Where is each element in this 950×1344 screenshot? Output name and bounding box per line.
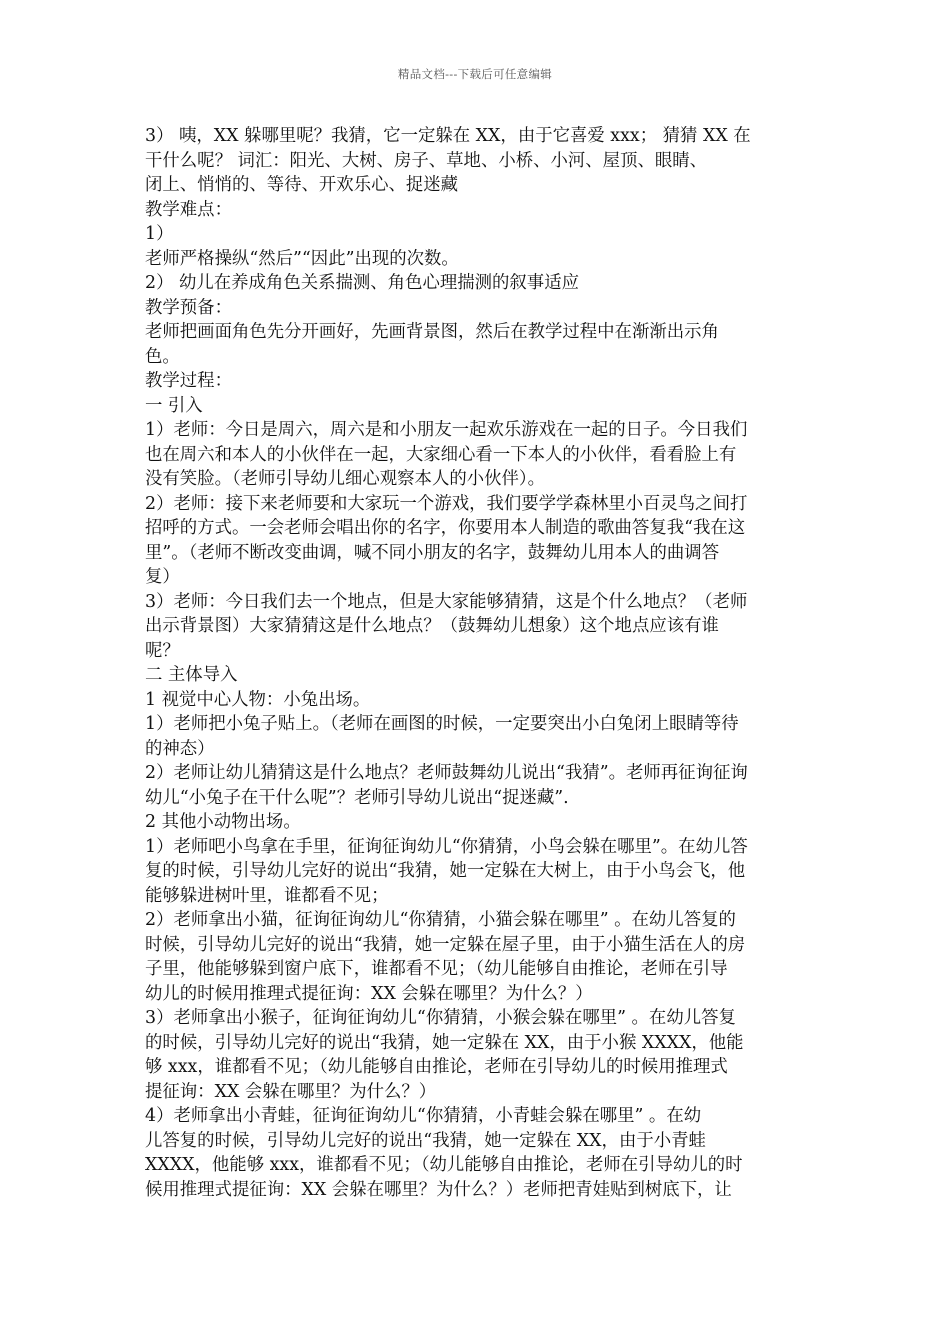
text-line: 里”。（老师不断改变曲调，喊不同小朋友的名字，鼓舞幼儿用本人的曲调答 — [145, 542, 720, 563]
text-line: 够 xxx，谁都看不见；（幼儿能够自由推论，老师在引导幼儿的时候用推理式 — [145, 1057, 728, 1077]
text-line: 能够躲进树叶里，谁都看不见； — [145, 885, 389, 906]
text-line: 老师把画面角色先分开画好，先画背景图，然后在教学过程中在渐渐出示角 — [145, 322, 719, 342]
text-line: 没有笑脸。（老师引导幼儿细心观察本人的小伙伴）。 — [145, 469, 545, 489]
text-line: 1）老师把小兔子贴上。（老师在画图的时候，一定要突出小白兔闭上眼睛等待 — [145, 714, 739, 734]
text-line: 候用推理式提征询：XX 会躲在哪里？为什么？）老师把青娃贴到树底下，让 — [145, 1179, 732, 1200]
text-line: 1） — [145, 224, 174, 244]
text-line: 2）老师拿出小猫，征询征询幼儿“你猜猜，小猫会躲在哪里” 。在幼儿答复的 — [145, 910, 736, 930]
text-line: 子里，他能够躲到窗户底下，谁都看不见；（幼儿能够自由推论，老师在引导 — [145, 959, 728, 979]
text-line: 教学难点： — [145, 199, 232, 220]
text-line: 呢？ — [145, 640, 180, 661]
text-line: 闭上、悄悄的、等待、开欢乐心、捉迷藏 — [145, 175, 459, 195]
text-line: 提征询：XX 会躲在哪里？为什么？） — [145, 1081, 437, 1102]
page-header: 精品文档---下载后可任意编辑 — [397, 67, 553, 81]
text-line: 二 主体导入 — [145, 665, 238, 685]
text-line: XXXX，他能够 xxx，谁都看不见；（幼儿能够自由推论，老师在引导幼儿的时 — [145, 1155, 743, 1175]
text-line: 教学过程： — [145, 371, 232, 391]
text-line: 教学预备： — [145, 297, 232, 318]
text-line: 出示背景图）大家猜猜这是什么地点？（鼓舞幼儿想象）这个地点应该有谁 — [145, 616, 719, 636]
text-line: 2）老师：接下来老师要和大家玩一个游戏，我们要学学森林里小百灵鸟之间打 — [145, 493, 748, 514]
text-line: 4）老师拿出小青蛙，征询征询幼儿“你猜猜，小青蛙会躲在哪里” 。在幼 — [145, 1106, 702, 1126]
text-line: 1）老师：今日是周六，周六是和小朋友一起欢乐游戏在一起的日子。今日我们 — [145, 420, 748, 440]
text-line: 复的时候，引导幼儿完好的说出“我猜，她一定躲在大树上，由于小鸟会飞，他 — [145, 861, 746, 881]
text-line: 的神态） — [145, 738, 215, 759]
text-line: 幼儿的时候用推理式提征询：XX 会躲在哪里？为什么？） — [145, 983, 593, 1004]
text-line: 招呼的方式。一会老师会唱出你的名字，你要用本人制造的歌曲答复我“我在这 — [145, 518, 746, 538]
document-body — [145, 124, 807, 1202]
text-line: 1 视觉中心人物：小兔出场。 — [145, 689, 371, 710]
text-line: 2）老师让幼儿猜猜这是什么地点？老师鼓舞幼儿说出“我猜”。老师再征询征询 — [145, 763, 748, 783]
text-line: 干什么呢？ 词汇：阳光、大树、房子、草地、小桥、小河、屋顶、眼睛、 — [145, 150, 708, 171]
text-line: 的时候，引导幼儿完好的说出“我猜，她一定躲在 XX，由于小猴 XXXX，他能 — [145, 1032, 744, 1053]
text-line: 色。 — [145, 346, 180, 367]
text-line: 复） — [145, 567, 180, 587]
text-line: 时候，引导幼儿完好的说出“我猜，她一定躲在屋子里，由于小猫生活在人的房 — [145, 934, 746, 955]
text-line: 2 其他小动物出场。 — [145, 812, 301, 832]
text-line: 3）老师拿出小猴子，征询征询幼儿“你猜猜，小猴会躲在哪里” 。在幼儿答复 — [145, 1008, 736, 1028]
text-line: 1）老师吧小鸟拿在手里，征询征询幼儿“你猜猜，小鸟会躲在哪里”。在幼儿答 — [145, 836, 748, 857]
text-line: 3）老师：今日我们去一个地点，但是大家能够猜猜，这是个什么地点？（老师 — [145, 591, 748, 612]
text-line: 也在周六和本人的小伙伴在一起，大家细心看一下本人的小伙伴，看看脸上有 — [145, 444, 737, 465]
text-line: 3） 咦，XX 躲哪里呢？我猜，它一定躲在 XX，由于它喜爱 xxx； 猜猜 XX 在 — [145, 126, 751, 146]
text-line: 儿答复的时候，引导幼儿完好的说出“我猜，她一定躲在 XX，由于小青蛙 — [145, 1130, 706, 1151]
text-line: 一 引入 — [145, 395, 203, 416]
text-line: 2） 幼儿在养成角色关系揣测、角色心理揣测的叙事适应 — [145, 273, 579, 293]
text-line: 老师严格操纵“然后”“因此”出现的次数。 — [145, 248, 459, 269]
text-line: 幼儿“小兔子在干什么呢”？老师引导幼儿说出“捉迷藏”. — [145, 787, 569, 808]
